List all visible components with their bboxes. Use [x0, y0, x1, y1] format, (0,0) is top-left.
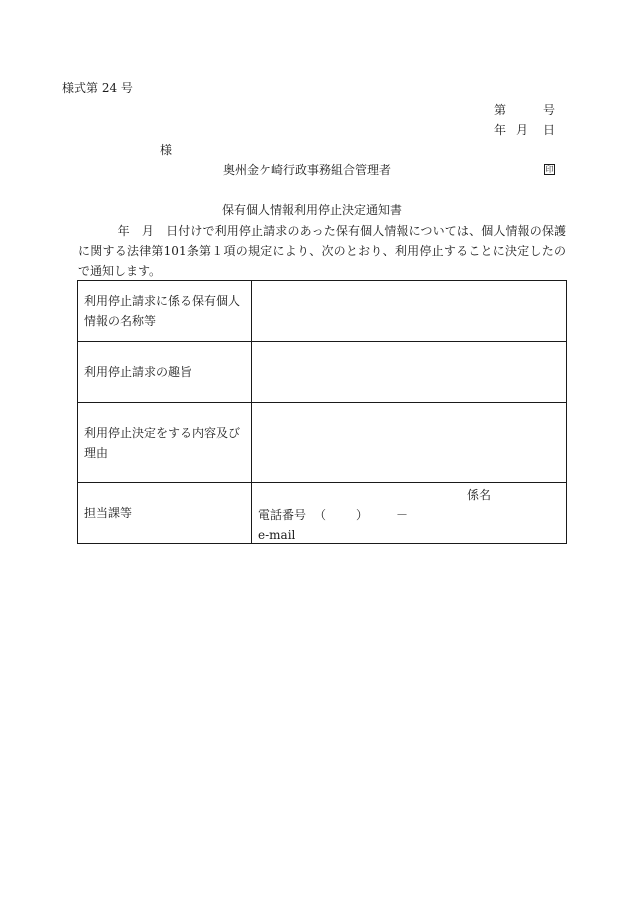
phone-paren-open: （	[314, 508, 327, 522]
date-day: 日	[543, 123, 556, 137]
sender-name: 奥州金ケ崎行政事務組合管理者	[223, 163, 392, 177]
contact-cell	[252, 483, 567, 544]
document-number-prefix: 第	[494, 103, 507, 117]
decision-table	[77, 280, 567, 544]
document-title: 保有個人情報利用停止決定通知書	[222, 203, 403, 217]
table-row	[78, 403, 567, 483]
phone-paren-close: ）	[356, 508, 369, 522]
row-value-info-name	[252, 281, 567, 342]
email-label: e-mail	[258, 528, 296, 542]
row-label-department: 担当課等	[78, 483, 252, 544]
section-name-label: 係名	[467, 488, 492, 502]
date-year: 年	[494, 123, 507, 137]
table-row	[78, 281, 567, 342]
row-value-request-purpose	[252, 342, 567, 403]
row-label-request-purpose: 利用停止請求の趣旨	[78, 342, 252, 403]
phone-label: 電話番号	[258, 508, 307, 522]
document-number-suffix: 号	[543, 103, 556, 117]
table-row	[78, 342, 567, 403]
row-label-decision-reason: 利用停止決定をする内容及び理由	[78, 403, 252, 483]
body-paragraph: 年 月 日付けで利用停止請求のあった保有個人情報については、個人情報の保護に関する法律第101条第１項の規定により、次のとおり、利用停止することに決定したので通知します。	[78, 224, 566, 278]
form-number: 様式第 24 号	[62, 81, 133, 95]
table-row	[78, 483, 567, 544]
addressee-honorific: 様	[160, 143, 173, 157]
row-value-decision-reason	[252, 403, 567, 483]
seal-mark: 印	[545, 165, 554, 174]
date-month: 月	[516, 123, 529, 137]
phone-dash: －	[396, 508, 409, 522]
row-label-info-name: 利用停止請求に係る保有個人情報の名称等	[78, 281, 252, 342]
